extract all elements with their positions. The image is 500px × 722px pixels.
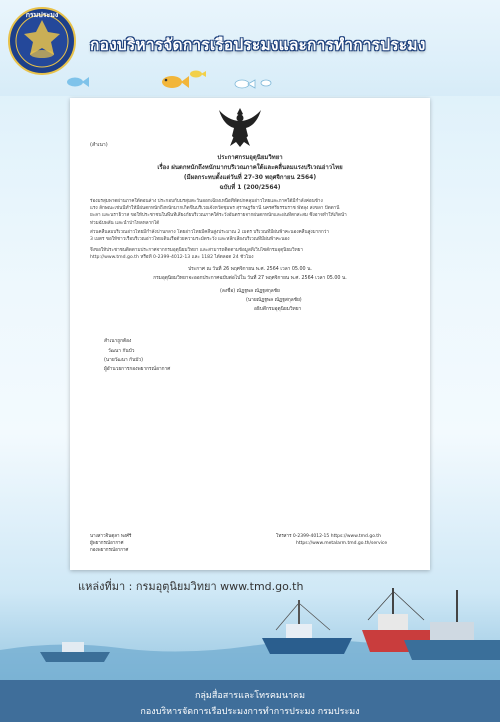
paragraph-line: ยะลา และนราธิวาส ขอให้ประชาชนในพื้นที่เสี่ยงภัยบริเวณภาคใต้ระวังอันตรายจากฝนตกหนักและฝนที่ตกสะสม ซึ่งอาจทำให้เกิดน้ำ <box>90 213 347 219</box>
copy-signature: วัฒนา กันบัว <box>108 349 135 354</box>
announcement-document <box>70 98 430 570</box>
paragraph-line: แรง ลักษณะเช่นนี้ทำให้มีฝนตกหนักถึงหนักมากเกิดขึ้นบริเวณจังหวัดชุมพร สุราษฎร์ธานี นครศรีธรรมราช พัทลุง สงขลา ปัตตานี <box>90 206 340 212</box>
document-heading: ประกาศกรมอุตุนิยมวิทยา <box>217 154 283 161</box>
source-credit: แหล่งที่มา : กรมอุตุนิยมวิทยา www.tmd.go.th <box>78 580 304 593</box>
boat-icon <box>404 590 500 660</box>
document-effect-period: (มีผลกระทบตั้งแต่วันที่ 27-30 พฤศจิกายน 2564) <box>183 174 317 181</box>
paragraph-line: 3 เมตร ขอให้ชาวเรือบริเวณอ่าวไทยเดินเรือด้วยความระมัดระวัง และหลีกเลี่ยงบริเวณที่มีฝนฟ้าคะนอง <box>90 237 290 243</box>
copy-signer-title: ผู้อำนวยการกองพยากรณ์อากาศ <box>104 367 171 372</box>
page-title: กองบริหารจัดการเรือประมงและการทำการประมง <box>90 36 426 54</box>
signer-title: อธิบดีกรมอุตุนิยมวิทยา <box>254 307 302 312</box>
paragraph-line: ท่วมฉับพลัน และน้ำป่าไหลหลากได้ <box>90 220 160 226</box>
fish-icon <box>228 74 278 94</box>
copy-certified-label: สำเนาถูกต้อง <box>104 339 132 344</box>
signature-line: (ลงชื่อ) ณัฏฐพล ณัฏฐสกุลชัย <box>220 289 280 294</box>
footer-division: กองบริหารจัดการเรือประมงการทำการประมง กรมประมง <box>140 707 360 717</box>
logo-text: กรมประมง <box>25 11 59 19</box>
paragraph-line: ร่องมรสุมพาดผ่านภาคใต้ตอนล่าง ประกอบกับมรสุมตะวันออกเฉียงเหนือที่พัดปกคลุมอ่าวไทยและภาคใต้มีกำลังค่อนข้าง <box>90 199 323 204</box>
announced-date: ประกาศ ณ วันที่ 26 พฤศจิกายน พ.ศ. 2564 เวลา 05.00 น. <box>188 267 312 272</box>
paragraph-line: http://www.tmd.go.th หรือที่ 0-2399-4012-13 และ 1182 ได้ตลอด 24 ชั่วโมง <box>90 255 254 261</box>
footer-unit: กลุ่มสื่อสารและโทรคมนาคม <box>194 691 306 701</box>
paragraph-2 <box>90 229 410 243</box>
page-header <box>0 0 500 96</box>
contact-position: ผู้พยากรณ์อากาศ <box>90 541 124 546</box>
paragraph-3 <box>90 247 410 261</box>
contact-division: กองพยากรณ์อากาศ <box>90 548 129 553</box>
document-issue-number: ฉบับที่ 1 (200/2564) <box>219 184 281 191</box>
page-footer <box>0 680 500 722</box>
contact-fax: โทรสาร 0-2399-4012-15 https://www.tmd.go.th <box>276 534 381 539</box>
paragraph-line: จึงขอให้ประชาชนติดตามประกาศจากกรมอุตุนิยมวิทยา และสามารถติดตามข้อมูลที่เว็บไซต์กรมอุตุนิยมวิทยา <box>90 248 303 253</box>
fish-icon <box>60 72 100 92</box>
paragraph-1 <box>90 198 410 227</box>
department-of-fisheries-logo <box>8 6 76 76</box>
contact-name: นางสาวจินตุลา พงศ์รี <box>90 534 132 539</box>
fish-icon <box>150 66 210 94</box>
next-announcement: กรมอุตุนิยมวิทยาจะออกประกาศฉบับต่อไปใน วันที่ 27 พฤศจิกายน พ.ศ. 2564 เวลา 05.00 น. <box>153 276 347 281</box>
signer-name: (นายณัฏฐพล ณัฏฐสกุลชัย) <box>246 298 302 303</box>
paragraph-line: ส่วนคลื่นลมบริเวณอ่าวไทยมีกำลังปานกลาง โดยอ่าวไทยมีคลื่นสูงประมาณ 2 เมตร บริเวณที่มีฝนฟ้าคะนองคลื่นสูงมากกว่า <box>90 230 329 235</box>
copy-mark: (สำเนา) <box>90 142 108 148</box>
garuda-emblem-icon <box>218 106 262 148</box>
document-subject: เรื่อง ฝนตกหนักถึงหนักมากบริเวณภาคใต้และคลื่นลมแรงบริเวณอ่าวไทย <box>157 164 343 171</box>
copy-signer-name: (นายวัฒนา กันบัว) <box>104 358 143 363</box>
contact-service-url: https://www.metalarm.tmd.go.th/service <box>296 541 388 546</box>
boat-icon <box>262 600 352 654</box>
